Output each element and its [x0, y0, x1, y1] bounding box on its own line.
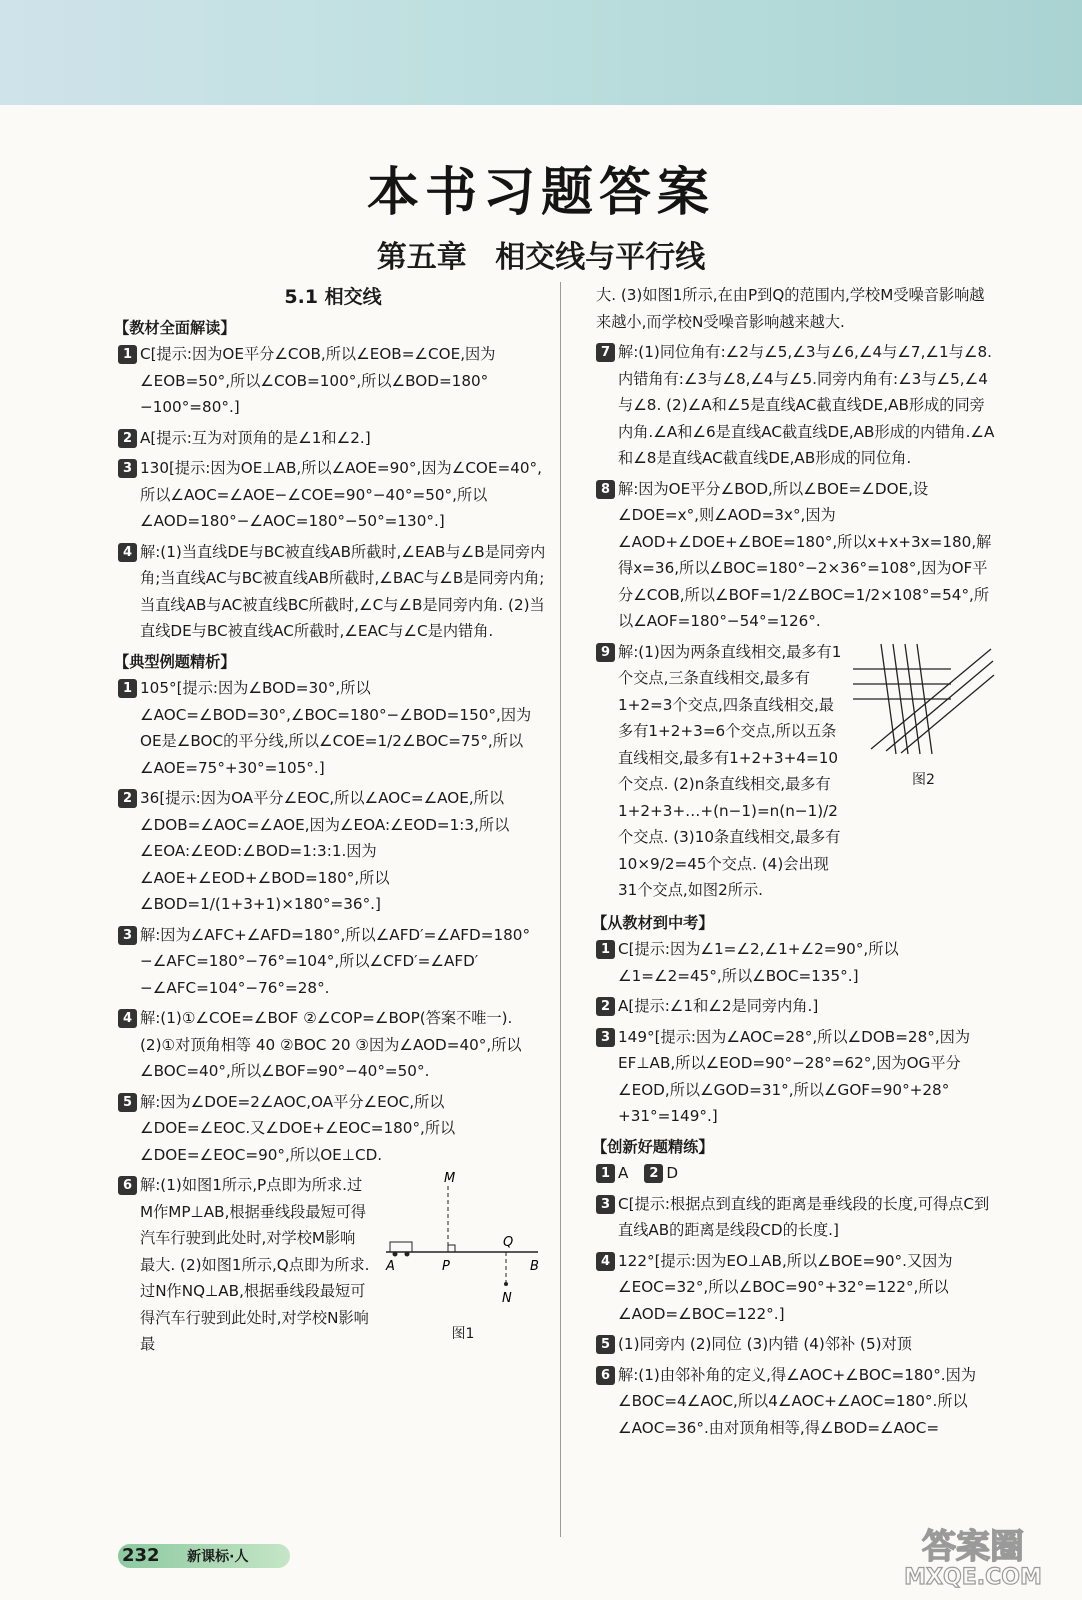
answer-text: 36[提示:因为OA平分∠EOC,所以∠AOC=∠AOE,所以∠DOB=∠AOC=∠AOE,因为∠EOA:∠EOD=1:3,所以∠EOA:∠EOD:∠BOD=1:3:1.因为∠AOE+∠EOD+∠BOD=180°,所以∠BOD=1/(1+3+1)×180°=36°.] — [140, 789, 510, 913]
answer-text: 105°[提示:因为∠BOD=30°,所以∠AOC=∠BOD=30°,∠BOC=180°−∠BOD=150°,因为OE是∠BOC的平分线,所以∠COE=1/2∠BOC=75°,所以∠AOE=75°+30°=105°.] — [140, 679, 532, 777]
answer-text: 解:因为∠DOE=2∠AOC,OA平分∠EOC,所以∠DOE=∠EOC.又∠DOE+∠EOC=180°,所以∠DOE=∠EOC=90°,所以OE⊥CD. — [140, 1092, 456, 1164]
answer-item — [596, 993, 996, 1020]
point-n — [504, 1282, 508, 1286]
item-number-badge: 2 — [118, 429, 137, 448]
section-title: 5.1 相交线 — [284, 286, 382, 308]
chapter-title: 第五章 相交线与平行线 — [376, 240, 706, 275]
answer-text: 解:(1)①∠COE=∠BOF ②∠COP=∠BOP(答案不唯一). (2)①对顶角相等 40 ②BOC 20 ③因为∠AOD=40°,所以∠BOC=40°,所以∠BOF=90°−40°=50°. — [140, 1009, 522, 1080]
section-head-textbook: 【教材全面解读】 — [114, 318, 236, 337]
watermark-logo — [878, 1520, 1068, 1590]
car-icon — [390, 1242, 412, 1252]
answer-item — [596, 936, 996, 989]
left-column — [114, 282, 548, 1362]
label-a: A — [386, 1259, 395, 1274]
item-number-badge: 1 — [596, 940, 615, 959]
answer-item — [118, 341, 548, 421]
item-number-badge: 4 — [118, 1009, 137, 1028]
figure-2 — [851, 639, 996, 908]
answer-item — [596, 1160, 996, 1187]
section-head-exam: 【从教材到中考】 — [592, 913, 714, 932]
answer-item — [118, 1005, 548, 1085]
item-number-badge: 2 — [118, 789, 137, 808]
item6-continued: 大. (3)如图1所示,在由P到Q的范围内,学校M受噪音影响越来越小,而学校N受噪音影响越来越大. — [596, 286, 985, 331]
answer-item — [596, 1024, 996, 1130]
item-number-badge: 3 — [596, 1195, 615, 1214]
item-number-badge: 8 — [596, 480, 615, 499]
answer-text: 130[提示:因为OE⊥AB,所以∠AOE=90°,因为∠COE=40°,所以∠AOC=∠AOE−∠COE=90°−40°=50°,所以∠AOD=180°−∠AOC=180°−50°=130°.] — [140, 459, 542, 530]
figure-1 — [378, 1172, 548, 1362]
answer-item — [596, 1248, 996, 1328]
figure-1-diagram — [378, 1172, 548, 1312]
answer-item — [596, 1331, 996, 1358]
answer-text: 解:因为OE平分∠BOD,所以∠BOE=∠DOE,设∠DOE=x°,则∠AOD=3x°,因为∠AOD+∠DOE+∠BOE=180°,所以x+x+3x=180,解得x=36,所以∠BOC=180°−2×36°=108°,因为OF平分∠COB,所以∠BOF=1/2∠BOC=1/2×108°=54°,所以∠AOF=180°−54°=126°. — [618, 479, 992, 630]
item-number-badge: 3 — [596, 1028, 615, 1047]
item-number-badge: 4 — [118, 543, 137, 562]
section-head-innovation: 【创新好题精练】 — [592, 1137, 714, 1156]
answer-item — [118, 675, 548, 781]
series-label: 新课标·人 — [187, 1549, 249, 1565]
answer-item — [118, 1172, 370, 1358]
answer-text: D — [666, 1164, 679, 1182]
answer-item — [118, 1089, 548, 1169]
item-number-badge: 1 — [118, 679, 137, 698]
answer-item — [596, 476, 996, 635]
answer-text: 解:(1)当直线DE与BC被直线AB所截时,∠EAB与∠B是同旁内角;当直线AC与BC被直线AB所截时,∠BAC与∠B是同旁内角;当直线AB与AC被直线BC所截时,∠C与∠B是同旁内角. (2)当直线DE与BC被直线AC所截时,∠EAC与∠C是内错角. — [140, 542, 546, 640]
answer-text: C[提示:因为OE平分∠COB,所以∠EOB=∠COE,因为∠EOB=50°,所以∠COB=100°,所以∠BOD=180°−100°=80°.] — [140, 345, 496, 416]
answer-text: A[提示:互为对顶角的是∠1和∠2.] — [140, 428, 371, 447]
watermark-text: 答案圈 — [922, 1527, 1024, 1567]
column-divider — [560, 282, 561, 1537]
figure-2-diagram — [851, 639, 996, 759]
answer-text: C[提示:根据点到直线的距离是垂线段的长度,可得点C到直线AB的距离是线段CD的长度.] — [618, 1194, 990, 1239]
item-number-badge: 9 — [596, 643, 615, 662]
answer-item — [118, 539, 548, 645]
answer-item — [596, 1362, 996, 1442]
answer-item — [118, 922, 548, 1002]
item-number-badge: 7 — [596, 343, 615, 362]
item-number-badge: 4 — [596, 1252, 615, 1271]
answer-text: 解:(1)同位角有:∠2与∠5,∠3与∠6,∠4与∠7,∠1与∠8.内错角有:∠3与∠8,∠4与∠5.同旁内角有:∠3与∠5,∠4与∠8. (2)∠A和∠5是直线AC截直线DE,AB形成的同旁内角.∠A和∠6是直线AC截直线DE,AB形成的内错角.∠A和∠8是直线AC截直线DE,AB形成的同位角. — [618, 343, 995, 467]
item9-block — [596, 639, 996, 908]
answer-text: (1)同旁内 (2)同位 (3)内错 (4)邻补 (5)对顶 — [618, 1335, 912, 1353]
page-footer — [118, 1544, 290, 1568]
item-number-badge: 6 — [596, 1366, 615, 1385]
item-number-badge: 2 — [596, 997, 615, 1016]
watermark-logo-graphic — [878, 1520, 1068, 1590]
answer-item — [118, 455, 548, 535]
answer-text: 解:(1)如图1所示,P点即为所求.过M作MP⊥AB,根据垂线段最短可得汽车行驶到此处时,对学校M影响最大. (2)如图1所示,Q点即为所求.过N作NQ⊥AB,根据垂线段最短可得汽车行驶到此处时,对学校N影响最 — [140, 1176, 370, 1353]
answer-text: 解:因为∠AFC+∠AFD=180°,所以∠AFD′=∠AFD=180°−∠AFC=180°−76°=104°,所以∠CFD′=∠AFD′−∠AFC=104°−76°=28°. — [140, 925, 531, 997]
answer-item — [118, 785, 548, 918]
right-column — [592, 282, 996, 1445]
item6-block — [118, 1172, 548, 1362]
answer-item — [596, 639, 845, 904]
page-number: 232 — [122, 1545, 160, 1566]
figure-2-label: 图2 — [912, 772, 935, 788]
top-color-band — [0, 0, 1082, 105]
label-q: Q — [503, 1235, 514, 1250]
watermark-url: MXQE.COM — [904, 1565, 1042, 1590]
answer-text: C[提示:因为∠1=∠2,∠1+∠2=90°,所以∠1=∠2=45°,所以∠BOC=135°.] — [618, 940, 899, 985]
label-n: N — [502, 1291, 512, 1306]
answer-text: 122°[提示:因为EO⊥AB,所以∠BOE=90°.又因为∠EOC=32°,所以∠BOC=90°+32°=122°,所以∠AOD=∠BOC=122°.] — [618, 1251, 953, 1323]
label-p: P — [442, 1259, 450, 1274]
answer-text: 解:(1)因为两条直线相交,最多有1个交点,三条直线相交,最多有1+2=3个交点,四条直线相交,最多有1+2+3=6个交点,所以五条直线相交,最多有1+2+3+4=10个交点. (2)n条直线相交,最多有1+2+3+…+(n−1)=n(n−1)/2个交点. (3)10条直线相交,最多有10×9/2=45个交点. (4)会出现31个交点,如图2所示. — [618, 642, 842, 899]
item-number-badge: 6 — [118, 1176, 137, 1195]
item-number-badge: 3 — [118, 459, 137, 478]
item-number-badge: 5 — [596, 1335, 615, 1354]
item-number-badge: 2 — [644, 1164, 663, 1183]
item-number-badge: 3 — [118, 926, 137, 945]
answer-text: A[提示:∠1和∠2是同旁内角.] — [618, 997, 819, 1015]
car-wheel — [393, 1252, 398, 1257]
page-title: 本书习题答案 — [366, 163, 715, 223]
answer-text: A — [618, 1164, 629, 1182]
answer-text: 解:(1)由邻补角的定义,得∠AOC+∠BOC=180°.因为∠BOC=4∠AOC,所以4∠AOC+∠AOC=180°.所以∠AOC=36°.由对顶角相等,得∠BOD=∠AOC= — [618, 1365, 977, 1437]
item-number-badge: 1 — [596, 1164, 615, 1183]
section-head-examples: 【典型例题精析】 — [114, 652, 236, 671]
car-wheel — [405, 1252, 410, 1257]
label-m: M — [444, 1172, 456, 1186]
answer-text: 149°[提示:因为∠AOC=28°,所以∠DOB=28°,因为EF⊥AB,所以∠EOD=90°−28°=62°,因为OG平分∠EOD,所以∠GOD=31°,所以∠GOF=90°+28°+31°=149°.] — [618, 1027, 971, 1125]
item-number-badge: 5 — [118, 1093, 137, 1112]
item-number-badge: 1 — [118, 345, 137, 364]
label-b: B — [530, 1259, 539, 1274]
figure-1-label: 图1 — [451, 1325, 475, 1342]
answer-item — [596, 339, 996, 472]
right-angle-mark — [448, 1245, 455, 1252]
answer-item — [118, 425, 548, 452]
answer-item — [596, 1191, 996, 1244]
